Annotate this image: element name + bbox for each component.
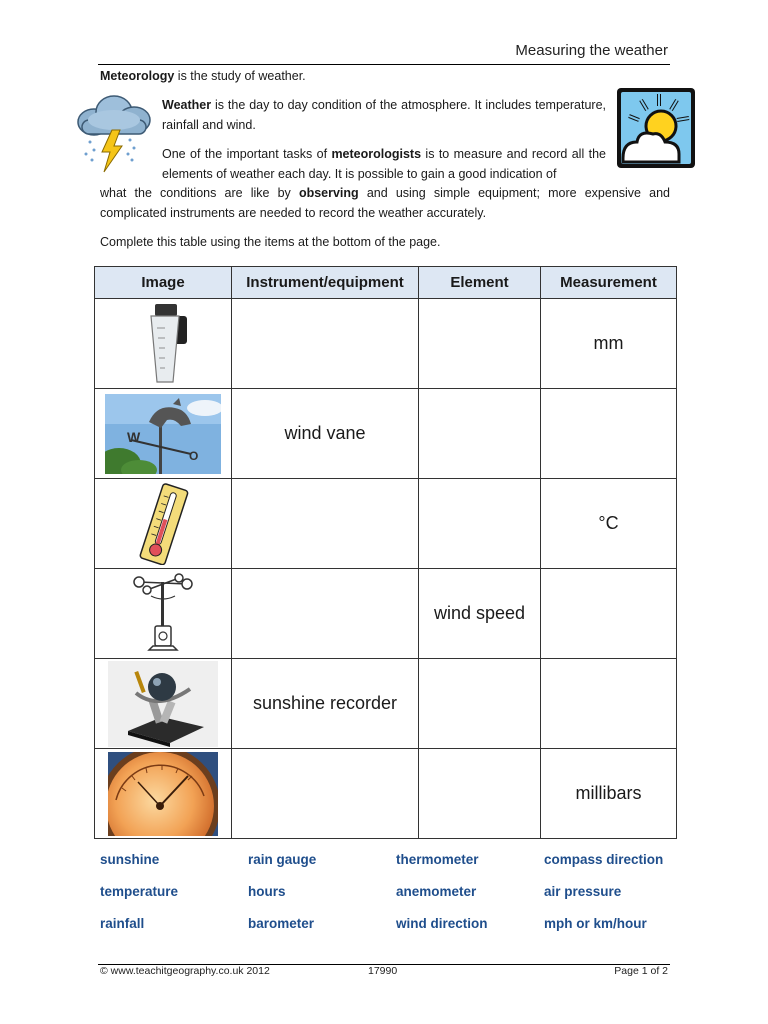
measurement-cell[interactable] <box>541 389 677 479</box>
table-row <box>95 299 677 389</box>
word-bank-item: wind direction <box>396 916 488 931</box>
weather-term: Weather <box>162 98 212 112</box>
measurement-cell[interactable]: °C <box>541 479 677 569</box>
table-row <box>95 569 677 659</box>
element-cell[interactable] <box>419 299 541 389</box>
barometer-image <box>108 752 218 836</box>
word-bank-item: rainfall <box>100 916 145 931</box>
word-bank-item: hours <box>248 884 286 899</box>
word-bank-item: compass direction <box>544 852 664 867</box>
weather-definition: is the day to day condition of the atmosphere. It includes temperature, rainfall and wind. <box>162 98 606 132</box>
footer-copyright: © www.teachitgeography.co.uk 2012 <box>100 965 270 977</box>
rain-gauge-image <box>133 302 193 386</box>
measurement-cell[interactable]: mm <box>541 299 677 389</box>
instrument-cell[interactable] <box>232 479 419 569</box>
thermometer-image <box>133 483 193 565</box>
meteorology-term: Meteorology <box>100 69 175 83</box>
element-cell[interactable]: wind speed <box>419 569 541 659</box>
table-row <box>95 749 677 839</box>
storm-cloud-icon <box>72 90 156 176</box>
instruction-text: Complete this table using the items at the bottom of the page. <box>100 235 441 249</box>
weather-paragraph <box>162 95 606 135</box>
element-cell[interactable] <box>419 389 541 479</box>
svg-text:O: O <box>189 448 199 463</box>
weather-instruments-table <box>94 266 677 839</box>
element-cell[interactable] <box>419 659 541 749</box>
tasks-text-start: One of the important tasks of <box>162 147 332 161</box>
image-cell <box>95 299 232 389</box>
header-instrument: Instrument/equipment <box>232 267 419 299</box>
tasks-paragraph <box>162 144 606 184</box>
observing-term: observing <box>298 186 359 200</box>
wind-vane-image <box>105 394 221 474</box>
header-measurement: Measurement <box>541 267 677 299</box>
anemometer-image <box>133 572 193 656</box>
word-bank-item: air pressure <box>544 884 622 899</box>
instrument-cell[interactable] <box>232 749 419 839</box>
svg-text:W: W <box>127 428 141 445</box>
tasks-continued-end: and using simple equipment; more expensive and complicated instruments are needed to record the weather accurately. <box>100 186 670 220</box>
sunshine-recorder-image <box>108 661 218 747</box>
image-cell <box>95 389 232 479</box>
image-cell <box>95 569 232 659</box>
tasks-continued-start: what the conditions are like by <box>100 186 299 200</box>
table-header-row <box>95 267 677 299</box>
footer-page-number: Page 1 of 2 <box>614 965 668 977</box>
image-cell <box>95 479 232 569</box>
word-bank-item: mph or km/hour <box>544 916 647 931</box>
footer-code: 17990 <box>368 965 398 977</box>
sun-cloud-icon <box>615 86 697 170</box>
table-row <box>95 389 677 479</box>
measurement-cell[interactable] <box>541 569 677 659</box>
instrument-cell[interactable]: sunshine recorder <box>232 659 419 749</box>
word-bank-item: sunshine <box>100 852 160 867</box>
element-cell[interactable] <box>419 749 541 839</box>
image-cell <box>95 659 232 749</box>
page-title: Measuring the weather <box>515 42 668 59</box>
word-bank-item: temperature <box>100 884 179 899</box>
instrument-cell[interactable] <box>232 569 419 659</box>
meteorology-definition: is the study of weather. <box>174 69 306 83</box>
header-element: Element <box>419 267 541 299</box>
word-bank-item: barometer <box>248 916 315 931</box>
meteorologists-term: meteorologists <box>331 147 422 161</box>
measurement-cell[interactable]: millibars <box>541 749 677 839</box>
tasks-text-middle: is to measure and record all the elements of weather each day. It is possible to gain a good indication of <box>162 147 606 181</box>
word-bank-item: thermometer <box>396 852 479 867</box>
word-bank-item: rain gauge <box>248 852 317 867</box>
instrument-cell[interactable]: wind vane <box>232 389 419 479</box>
image-cell <box>95 749 232 839</box>
table-row <box>95 479 677 569</box>
instrument-cell[interactable] <box>232 299 419 389</box>
intro-paragraph <box>100 66 670 86</box>
table-row <box>95 659 677 749</box>
tasks-paragraph-continued <box>100 183 670 223</box>
word-bank-item: anemometer <box>396 884 477 899</box>
element-cell[interactable] <box>419 479 541 569</box>
header-image: Image <box>95 267 232 299</box>
measurement-cell[interactable] <box>541 659 677 749</box>
header-divider <box>98 64 670 65</box>
